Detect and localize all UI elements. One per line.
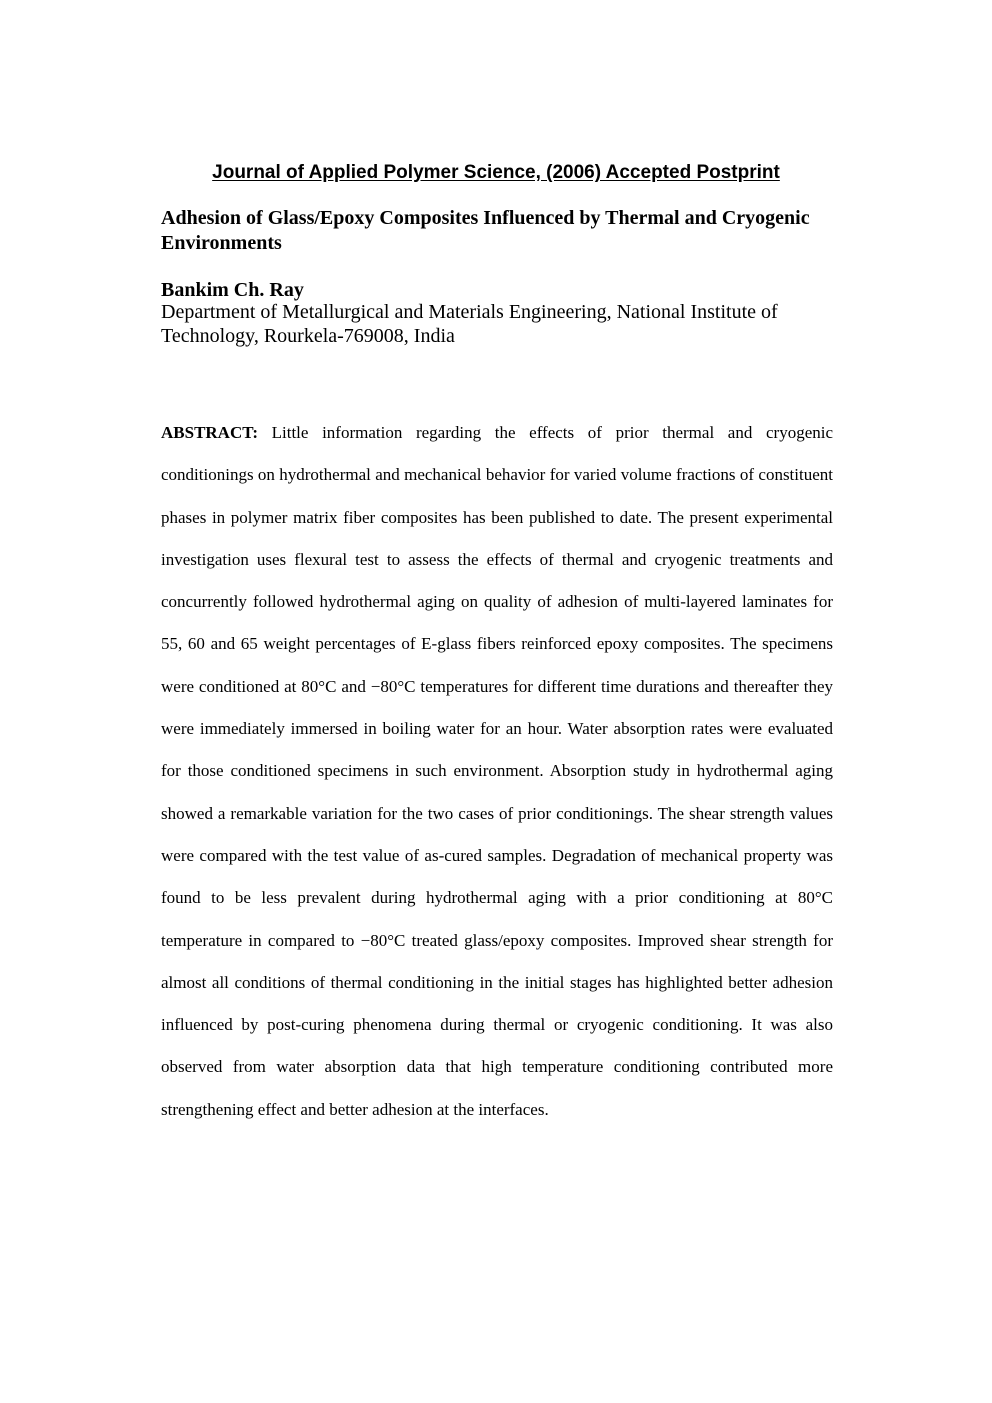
abstract: [161, 412, 833, 1131]
journal-header: Journal of Applied Polymer Science, (2006) Accepted Postprint: [212, 162, 780, 183]
author-name: Bankim Ch. Ray: [161, 279, 304, 301]
abstract-text: Little information regarding the effects of prior thermal and cryogenic conditionings on hydrothermal and mechanical behavior for varied volume fractions of constituent phases in polymer matrix fiber composites has been published to date. The present experimental investigation uses flexural test to assess the effects of thermal and cryogenic treatments and concurrently followed hydrothermal aging on quality of adhesion of multi-layered laminates for 55, 60 and 65 weight percentages of E-glass fibers reinforced epoxy composites. The specimens were conditioned at 80°C and −80°C temperatures for different time durations and thereafter they were immediately immersed in boiling water for an hour. Water absorption rates were evaluated for those conditioned specimens in such environment. Absorption study in hydrothermal aging showed a remarkable variation for the two cases of prior conditionings. The shear strength values were compared with the test value of as-cured samples. Degradation of mechanical property was found to be less prevalent during hydrothermal aging with a prior conditioning at 80°C temperature in compared to −80°C treated glass/epoxy composites. Improved shear strength for almost all conditions of thermal conditioning in the initial stages has highlighted better adhesion influenced by post-curing phenomena during thermal or cryogenic conditioning. It was also observed from water absorption data that high temperature conditioning contributed more strengthening effect and better adhesion at the interfaces.: [161, 423, 834, 1119]
author-affiliation: Department of Metallurgical and Materials Engineering, National Institute of Technology, Rourkela-769008, India: [161, 301, 778, 347]
paper-title: Adhesion of Glass/Epoxy Composites Influenced by Thermal and Cryogenic Environments: [161, 207, 810, 254]
abstract-label: ABSTRACT:: [161, 423, 258, 442]
